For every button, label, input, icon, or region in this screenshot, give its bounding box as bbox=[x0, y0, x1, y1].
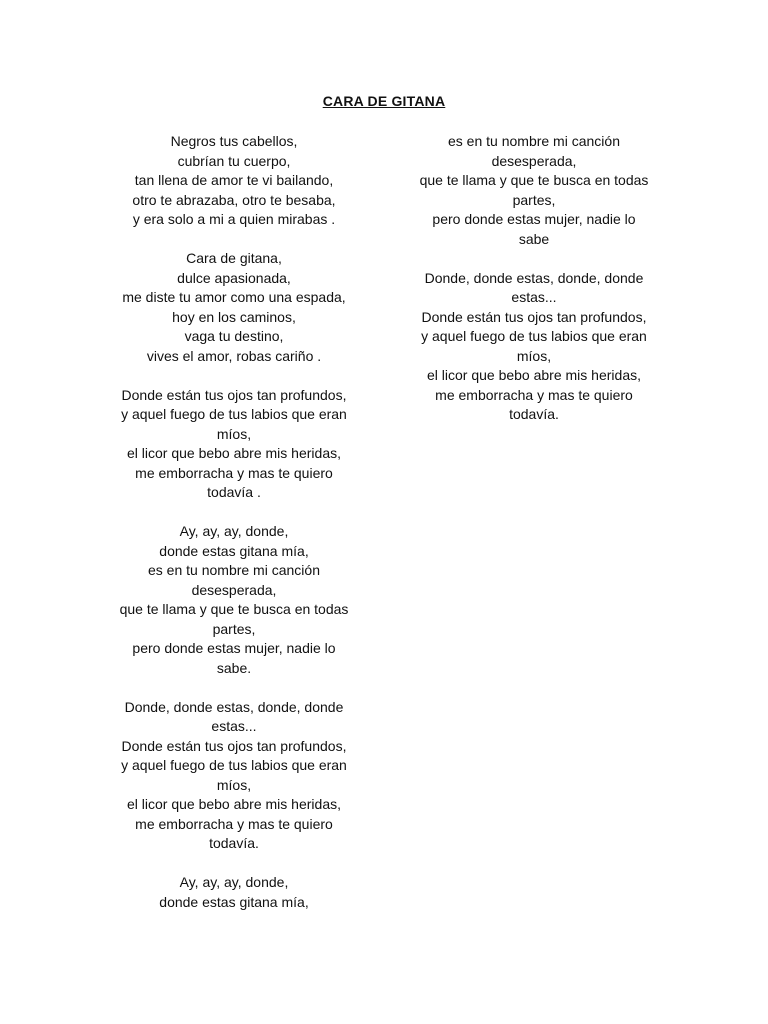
lyric-line: otro te abrazaba, otro te besaba, bbox=[132, 191, 336, 208]
lyric-line: Donde, donde estas, donde, donde bbox=[424, 269, 644, 286]
lyric-line: que te llama y que te busca en todas bbox=[419, 172, 649, 188]
stanza bbox=[100, 132, 368, 230]
lyric-line: es en tu nombre mi canción bbox=[448, 133, 620, 149]
lyric-line: Negros tus cabellos, bbox=[170, 133, 298, 149]
lyric-line: el licor que bebo abre mis heridas, bbox=[426, 367, 641, 383]
lyric-line: dulce apasionada, bbox=[177, 269, 291, 286]
lyric-line: que te llama y que te busca en todas bbox=[119, 601, 349, 617]
lyric-line: todavía. bbox=[509, 406, 559, 422]
lyric-line: y aquel fuego de tus labios que eran bbox=[121, 757, 347, 773]
lyric-line: estas... bbox=[511, 289, 557, 305]
lyric-line: y era solo a mi a quien mirabas . bbox=[132, 211, 336, 227]
right-column bbox=[398, 132, 670, 444]
lyric-line: donde estas gitana mía, bbox=[159, 893, 309, 910]
lyric-line: Ay, ay, ay, donde, bbox=[179, 874, 289, 890]
stanza bbox=[100, 249, 368, 366]
lyric-line: Donde están tus ojos tan profundos, bbox=[421, 308, 647, 325]
lyric-line: míos, bbox=[216, 425, 252, 442]
lyric-line: donde estas gitana mía, bbox=[159, 542, 309, 559]
lyric-line: partes, bbox=[512, 191, 556, 208]
stanza bbox=[100, 873, 368, 912]
lyric-line: me emborracha y mas te quiero bbox=[135, 464, 333, 481]
lyric-line: sabe. bbox=[216, 659, 252, 676]
lyric-line: y aquel fuego de tus labios que eran bbox=[421, 328, 647, 344]
lyric-line: desesperada, bbox=[491, 152, 577, 169]
stanza bbox=[398, 269, 670, 425]
lyric-line: Donde están tus ojos tan profundos, bbox=[121, 737, 347, 754]
lyric-line: Ay, ay, ay, donde, bbox=[179, 523, 289, 539]
lyric-line: y aquel fuego de tus labios que eran bbox=[121, 406, 347, 422]
lyric-line: es en tu nombre mi canción bbox=[148, 562, 320, 578]
stanza bbox=[100, 386, 368, 503]
lyric-line: vaga tu destino, bbox=[184, 328, 284, 344]
lyric-line: desesperada, bbox=[191, 581, 277, 598]
lyric-line: me emborracha y mas te quiero bbox=[135, 815, 333, 832]
lyric-line: tan llena de amor te vi bailando, bbox=[134, 172, 334, 188]
lyric-line: me diste tu amor como una espada, bbox=[122, 289, 346, 305]
stanza bbox=[100, 698, 368, 854]
lyric-line: Cara de gitana, bbox=[186, 250, 282, 266]
lyric-line: cubrían tu cuerpo, bbox=[177, 152, 291, 169]
lyric-line: estas... bbox=[211, 718, 257, 734]
lyric-line: míos, bbox=[516, 347, 552, 364]
lyric-line: el licor que bebo abre mis heridas, bbox=[126, 796, 341, 812]
lyric-line: míos, bbox=[216, 776, 252, 793]
lyric-line: hoy en los caminos, bbox=[172, 308, 296, 325]
lyric-line: vives el amor, robas cariño . bbox=[146, 347, 322, 364]
lyric-line: Donde, donde estas, donde, donde bbox=[124, 698, 344, 715]
left-column bbox=[100, 132, 368, 932]
lyric-line: el licor que bebo abre mis heridas, bbox=[126, 445, 341, 461]
lyric-line: pero donde estas mujer, nadie lo bbox=[432, 211, 636, 227]
lyric-line: pero donde estas mujer, nadie lo bbox=[132, 640, 336, 656]
lyric-line: sabe bbox=[518, 230, 550, 247]
stanza bbox=[100, 522, 368, 678]
lyric-line: partes, bbox=[212, 620, 256, 637]
lyric-line: Donde están tus ojos tan profundos, bbox=[121, 386, 347, 403]
lyric-line: me emborracha y mas te quiero bbox=[435, 386, 633, 403]
stanza bbox=[398, 132, 670, 249]
lyric-line: todavía. bbox=[209, 835, 259, 851]
lyric-line: todavía . bbox=[207, 484, 261, 500]
song-title: CARA DE GITANA bbox=[322, 93, 446, 109]
